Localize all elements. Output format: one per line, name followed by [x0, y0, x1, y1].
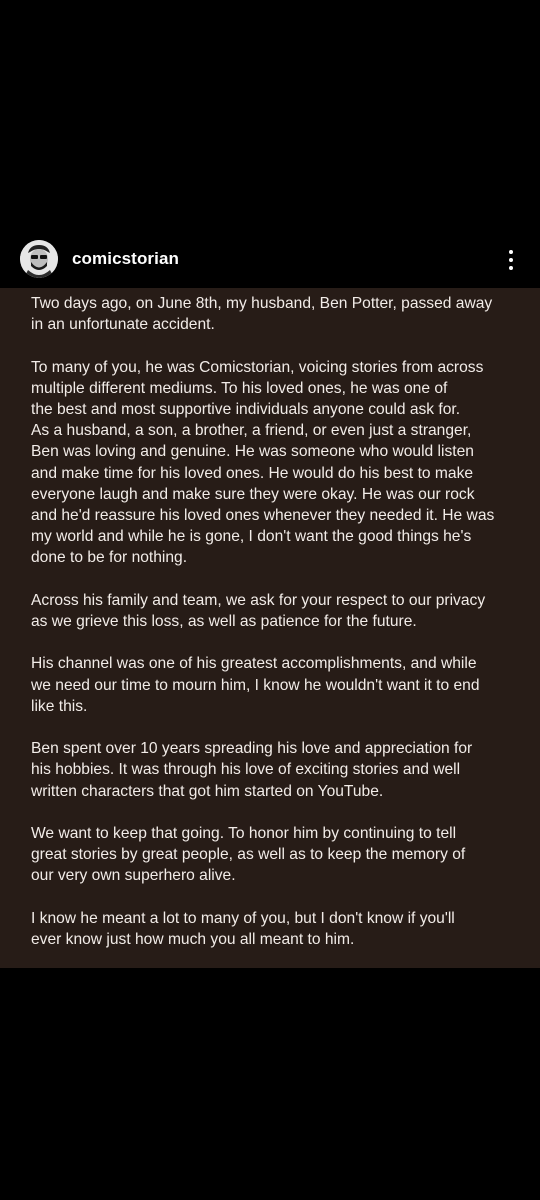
post-paragraph: We want to keep that going. To honor him by continuing to tell great stories by great people, as well as to keep the memory of our very own superhero alive.: [31, 825, 466, 885]
post-paragraph: To many of you, he was Comicstorian, voicing stories from across multiple different mediums. To his loved ones, he was one of the best and most supportive individuals anyone could ask for. As a husband, a son, a brother, a friend, or even just a stranger, Ben was loving and genuine. He was someone who would listen and make time for his loved ones. He would do his best to make everyone laugh and make sure they were okay. He was our rock and he'd reassure his loved ones whenever they needed it. He was my world and while he is gone, I don't want the good things he's done to be for nothing.: [31, 358, 495, 567]
post-header: [0, 232, 540, 288]
more-options-button[interactable]: [500, 245, 522, 275]
more-vertical-icon: [509, 250, 513, 254]
post-paragraph: I know he meant a lot to many of you, but I don't know if you'll ever know just how much you all meant to him.: [31, 909, 455, 948]
post-paragraph: Ben spent over 10 years spreading his love and appreciation for his hobbies. It was through his love of exciting stories and well written characters that got him started on YouTube.: [31, 740, 473, 800]
post-text: [31, 293, 517, 971]
username[interactable]: comicstorian: [72, 249, 180, 268]
post-paragraph: Two days ago, on June 8th, my husband, Ben Potter, passed away in an unfortunate accident.: [31, 295, 493, 334]
post-body: [0, 288, 540, 968]
post-paragraph: His channel was one of his greatest accomplishments, and while we need our time to mourn him, I know he wouldn't want it to end like this.: [31, 655, 480, 715]
avatar-illustration: [20, 240, 58, 278]
post-paragraph: Across his family and team, we ask for your respect to our privacy as we grieve this loss, as well as patience for the future.: [31, 591, 486, 631]
avatar[interactable]: [20, 240, 58, 278]
